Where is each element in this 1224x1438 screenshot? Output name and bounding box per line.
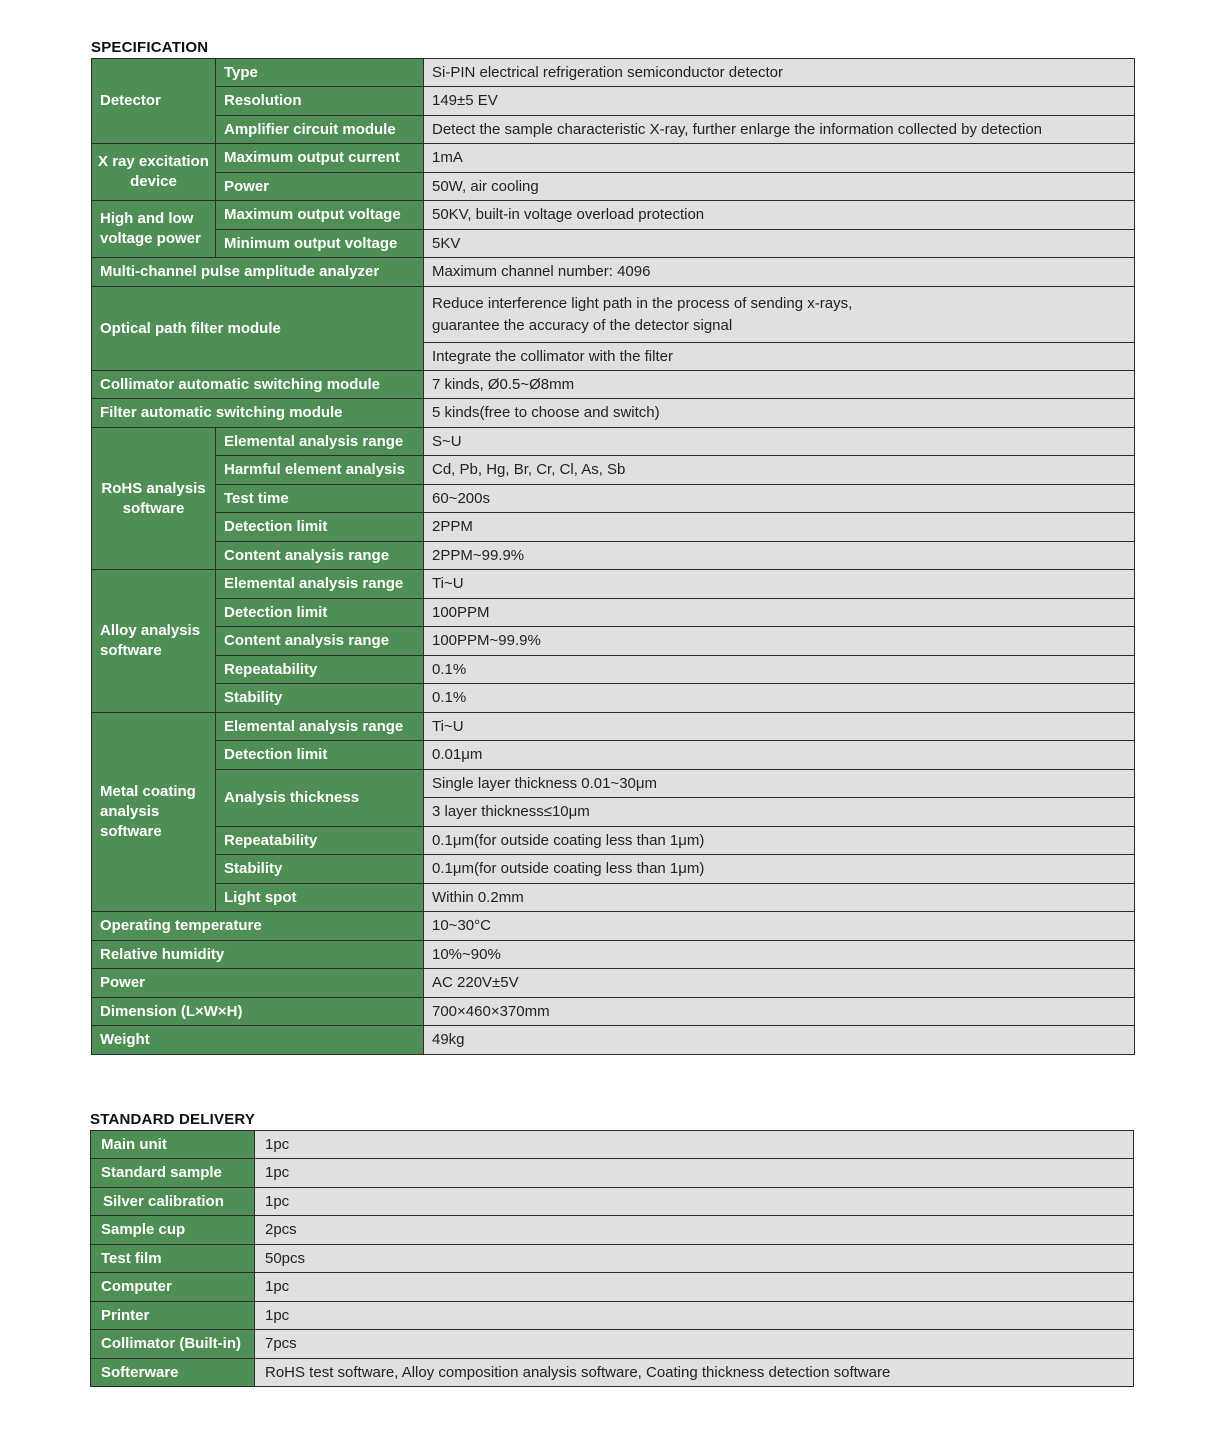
table-row (91, 1131, 1134, 1159)
param-label: Amplifier circuit module (216, 116, 424, 144)
param-value: 10%~90% (424, 941, 1135, 969)
param-label: Content analysis range (216, 627, 424, 656)
param-label: Light spot (216, 884, 424, 912)
param-value: 7 kinds, Ø0.5~Ø8mm (424, 371, 1135, 399)
param-label: Filter automatic switching module (92, 399, 424, 428)
table-row (92, 456, 1135, 485)
table-row (92, 969, 1135, 998)
specification-table (91, 58, 1135, 1055)
item-value: 50pcs (255, 1245, 1134, 1273)
group-xray-excitation: X ray excitation device (92, 144, 216, 201)
param-value: 0.1μm(for outside coating less than 1μm) (424, 855, 1135, 884)
table-row (92, 998, 1135, 1026)
table-row (92, 912, 1135, 941)
item-value: 2pcs (255, 1216, 1134, 1245)
param-label: Type (216, 59, 424, 87)
table-row (91, 1245, 1134, 1273)
param-value: 0.1% (424, 684, 1135, 713)
table-row (92, 230, 1135, 258)
param-label: Detection limit (216, 513, 424, 542)
param-value: Integrate the collimator with the filter (424, 343, 1135, 371)
table-row (92, 713, 1135, 741)
param-label: Stability (216, 684, 424, 713)
table-row (91, 1330, 1134, 1359)
param-value: Single layer thickness 0.01~30μm (424, 770, 1135, 798)
param-label: Content analysis range (216, 542, 424, 570)
specification-title: SPECIFICATION (91, 39, 209, 56)
table-row (92, 116, 1135, 144)
item-value: 1pc (255, 1302, 1134, 1330)
table-row (92, 428, 1135, 456)
param-label: Multi-channel pulse amplitude analyzer (92, 258, 424, 287)
table-row (91, 1302, 1134, 1330)
item-value: 1pc (255, 1131, 1134, 1159)
param-value: Cd, Pb, Hg, Br, Cr, Cl, As, Sb (424, 456, 1135, 485)
table-row (91, 1359, 1134, 1387)
param-value: Within 0.2mm (424, 884, 1135, 912)
table-row (92, 941, 1135, 969)
item-value: 7pcs (255, 1330, 1134, 1359)
item-label: Silver calibration (91, 1188, 255, 1216)
param-label: Analysis thickness (216, 770, 424, 827)
table-row (92, 884, 1135, 912)
item-label: Computer (91, 1273, 255, 1302)
param-label: Maximum output voltage (216, 201, 424, 230)
item-value: 1pc (255, 1273, 1134, 1302)
table-row (92, 542, 1135, 570)
param-label: Elemental analysis range (216, 713, 424, 741)
table-row (92, 173, 1135, 201)
param-value: 2PPM (424, 513, 1135, 542)
param-value (424, 287, 1135, 343)
table-row (92, 770, 1135, 798)
table-row (91, 1216, 1134, 1245)
param-value: 0.1% (424, 656, 1135, 684)
param-label: Repeatability (216, 656, 424, 684)
table-row (91, 1159, 1134, 1188)
table-row (91, 1273, 1134, 1302)
table-row (92, 258, 1135, 287)
param-value: 2PPM~99.9% (424, 542, 1135, 570)
param-value: Maximum channel number: 4096 (424, 258, 1135, 287)
param-label: Detection limit (216, 599, 424, 627)
param-label: Harmful element analysis (216, 456, 424, 485)
item-label: Test film (91, 1245, 255, 1273)
table-row (92, 1026, 1135, 1055)
param-value: 3 layer thickness≤10μm (424, 798, 1135, 827)
param-value: 100PPM~99.9% (424, 627, 1135, 656)
param-value: S~U (424, 428, 1135, 456)
group-voltage-power: High and low voltage power (92, 201, 216, 258)
value-line: guarantee the accuracy of the detector signal (432, 316, 733, 334)
standard-delivery-title: STANDARD DELIVERY (90, 1111, 256, 1128)
table-row (92, 371, 1135, 399)
item-label: Standard sample (91, 1159, 255, 1188)
item-value: RoHS test software, Alloy composition analysis software, Coating thickness detection software (255, 1359, 1134, 1387)
item-label: Sample cup (91, 1216, 255, 1245)
item-label: Main unit (91, 1131, 255, 1159)
table-row (92, 741, 1135, 770)
param-label: Detection limit (216, 741, 424, 770)
param-label: Weight (92, 1026, 424, 1055)
param-value: 0.01μm (424, 741, 1135, 770)
group-coating-software: Metal coating analysis software (92, 713, 216, 912)
item-label: Collimator (Built-in) (91, 1330, 255, 1359)
table-row (92, 485, 1135, 513)
table-row (92, 684, 1135, 713)
table-row (92, 87, 1135, 116)
table-row (92, 656, 1135, 684)
param-value: 149±5 EV (424, 87, 1135, 116)
param-value: 700×460×370mm (424, 998, 1135, 1026)
item-value: 1pc (255, 1159, 1134, 1188)
param-label: Power (216, 173, 424, 201)
table-row (92, 627, 1135, 656)
item-value: 1pc (255, 1188, 1134, 1216)
param-label: Maximum output current (216, 144, 424, 173)
param-label: Dimension (L×W×H) (92, 998, 424, 1026)
param-label: Repeatability (216, 827, 424, 855)
param-label: Power (92, 969, 424, 998)
value-line: Reduce interference light path in the process of sending x-rays, (432, 294, 853, 312)
table-row (92, 399, 1135, 428)
param-label: Collimator automatic switching module (92, 371, 424, 399)
param-value: 5KV (424, 230, 1135, 258)
table-row (92, 570, 1135, 599)
param-value: 10~30°C (424, 912, 1135, 941)
param-label: Elemental analysis range (216, 570, 424, 599)
param-value: 0.1μm(for outside coating less than 1μm) (424, 827, 1135, 855)
param-label: Elemental analysis range (216, 428, 424, 456)
param-label: Stability (216, 855, 424, 884)
param-value: Si-PIN electrical refrigeration semiconductor detector (424, 59, 1135, 87)
param-value: 100PPM (424, 599, 1135, 627)
standard-delivery-table (90, 1130, 1134, 1387)
table-row (92, 287, 1135, 343)
param-label: Resolution (216, 87, 424, 116)
table-row (92, 201, 1135, 230)
item-label: Printer (91, 1302, 255, 1330)
param-value: Ti~U (424, 713, 1135, 741)
table-row (92, 599, 1135, 627)
param-value: 5 kinds(free to choose and switch) (424, 399, 1135, 428)
table-row (92, 827, 1135, 855)
group-rohs-software: RoHS analysis software (92, 428, 216, 570)
param-value: 1mA (424, 144, 1135, 173)
param-label: Relative humidity (92, 941, 424, 969)
param-value: Detect the sample characteristic X-ray, further enlarge the information collected by detection (424, 116, 1135, 144)
param-label: Minimum output voltage (216, 230, 424, 258)
param-value: 49kg (424, 1026, 1135, 1055)
param-value: AC 220V±5V (424, 969, 1135, 998)
table-row (92, 59, 1135, 87)
param-value: Ti~U (424, 570, 1135, 599)
param-value: 50KV, built-in voltage overload protection (424, 201, 1135, 230)
group-detector: Detector (92, 59, 216, 144)
param-label: Operating temperature (92, 912, 424, 941)
table-row (92, 855, 1135, 884)
param-label: Test time (216, 485, 424, 513)
table-row (92, 513, 1135, 542)
param-value: 50W, air cooling (424, 173, 1135, 201)
param-value: 60~200s (424, 485, 1135, 513)
group-alloy-software: Alloy analysis software (92, 570, 216, 713)
param-label: Optical path filter module (92, 287, 424, 371)
table-row (92, 144, 1135, 173)
table-row (91, 1188, 1134, 1216)
item-label: Softerware (91, 1359, 255, 1387)
